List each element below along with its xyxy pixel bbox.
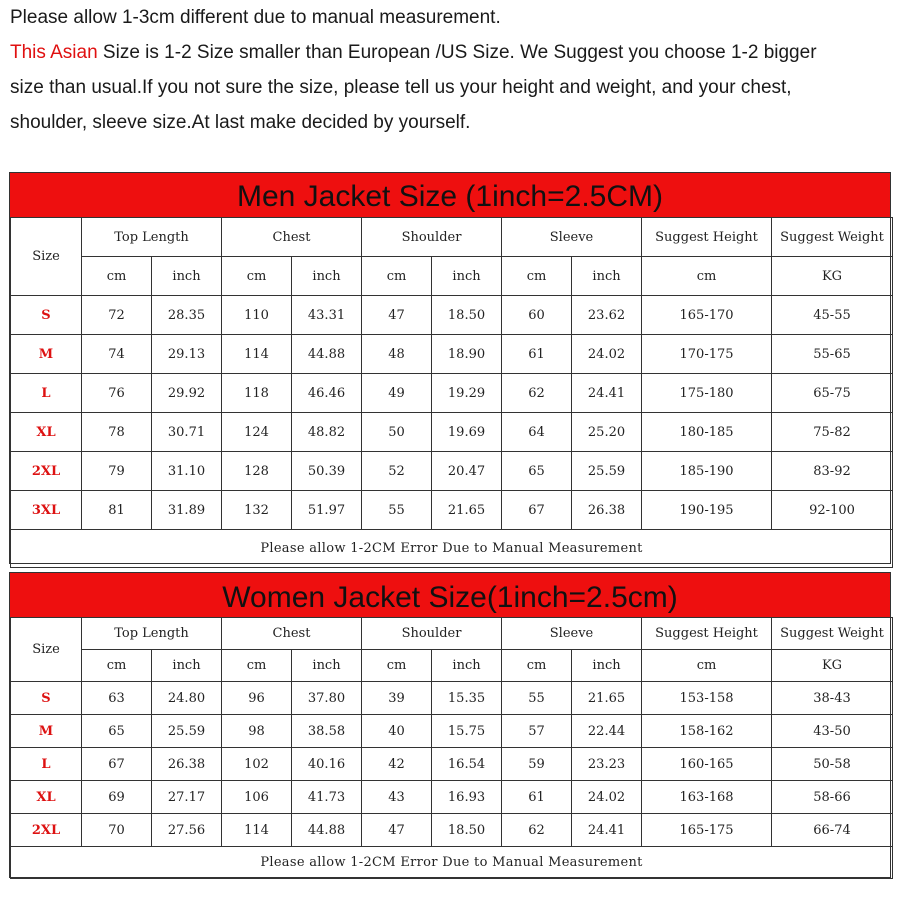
unit-cm: cm — [362, 257, 432, 296]
cell: 57 — [502, 715, 572, 748]
cell: 16.93 — [432, 781, 502, 814]
cell: 75-82 — [772, 413, 893, 452]
cell: 62 — [502, 374, 572, 413]
men-size-chart — [9, 172, 891, 564]
cell: 124 — [222, 413, 292, 452]
cell: 27.17 — [152, 781, 222, 814]
unit-inch: inch — [152, 257, 222, 296]
cell: 76 — [82, 374, 152, 413]
cell: 50.39 — [292, 452, 362, 491]
unit-inch: inch — [572, 650, 642, 682]
size-cell: L — [11, 748, 82, 781]
table-row — [11, 413, 893, 452]
cell: 106 — [222, 781, 292, 814]
intro-line-2 — [10, 35, 895, 70]
cell: 163-168 — [642, 781, 772, 814]
suggest-weight-header: Suggest Weight — [772, 618, 893, 650]
cell: 38.58 — [292, 715, 362, 748]
cell: 31.10 — [152, 452, 222, 491]
cell: 48 — [362, 335, 432, 374]
cell: 15.75 — [432, 715, 502, 748]
measurement-note: Please allow 1-2CM Error Due to Manual Measurement — [11, 847, 893, 879]
cell: 43-50 — [772, 715, 893, 748]
cell: 132 — [222, 491, 292, 530]
unit-kg: KG — [772, 650, 893, 682]
cell: 58-66 — [772, 781, 893, 814]
table-row — [11, 715, 893, 748]
cell: 44.88 — [292, 814, 362, 847]
cell: 41.73 — [292, 781, 362, 814]
sleeve-header: Sleeve — [502, 218, 642, 257]
cell: 158-162 — [642, 715, 772, 748]
cell: 175-180 — [642, 374, 772, 413]
unit-inch: inch — [572, 257, 642, 296]
cell: 40.16 — [292, 748, 362, 781]
unit-cm: cm — [642, 257, 772, 296]
table-row — [11, 296, 893, 335]
cell: 49 — [362, 374, 432, 413]
intro-line-3: size than usual.If you not sure the size, please tell us your height and weight, and your chest, — [10, 77, 792, 98]
cell: 26.38 — [572, 491, 642, 530]
measurement-note: Please allow 1-2CM Error Due to Manual Measurement — [11, 530, 893, 568]
table-row — [11, 748, 893, 781]
cell: 50 — [362, 413, 432, 452]
cell: 19.69 — [432, 413, 502, 452]
unit-cm: cm — [362, 650, 432, 682]
size-cell: 2XL — [11, 452, 82, 491]
cell: 74 — [82, 335, 152, 374]
cell: 50-58 — [772, 748, 893, 781]
cell: 153-158 — [642, 682, 772, 715]
unit-cm: cm — [82, 257, 152, 296]
cell: 23.23 — [572, 748, 642, 781]
cell: 180-185 — [642, 413, 772, 452]
size-cell: S — [11, 682, 82, 715]
cell: 52 — [362, 452, 432, 491]
table-row — [11, 814, 893, 847]
size-header: Size — [11, 618, 82, 682]
cell: 20.47 — [432, 452, 502, 491]
cell: 24.41 — [572, 374, 642, 413]
intro-line-4: shoulder, sleeve size.At last make decided by yourself. — [10, 112, 471, 133]
cell: 51.97 — [292, 491, 362, 530]
unit-cm: cm — [222, 257, 292, 296]
cell: 66-74 — [772, 814, 893, 847]
cell: 64 — [502, 413, 572, 452]
unit-inch: inch — [292, 650, 362, 682]
women-size-chart — [9, 572, 891, 878]
chest-header: Chest — [222, 218, 362, 257]
suggest-weight-header: Suggest Weight — [772, 218, 893, 257]
cell: 48.82 — [292, 413, 362, 452]
unit-cm: cm — [642, 650, 772, 682]
cell: 28.35 — [152, 296, 222, 335]
cell: 38-43 — [772, 682, 893, 715]
cell: 45-55 — [772, 296, 893, 335]
cell: 25.59 — [152, 715, 222, 748]
cell: 67 — [82, 748, 152, 781]
cell: 110 — [222, 296, 292, 335]
unit-cm: cm — [502, 650, 572, 682]
cell: 118 — [222, 374, 292, 413]
cell: 114 — [222, 335, 292, 374]
cell: 18.90 — [432, 335, 502, 374]
unit-inch: inch — [432, 650, 502, 682]
chest-header: Chest — [222, 618, 362, 650]
size-cell: 2XL — [11, 814, 82, 847]
cell: 16.54 — [432, 748, 502, 781]
size-cell: M — [11, 715, 82, 748]
table-row — [11, 335, 893, 374]
size-header: Size — [11, 218, 82, 296]
cell: 128 — [222, 452, 292, 491]
cell: 46.46 — [292, 374, 362, 413]
table-row — [11, 682, 893, 715]
cell: 47 — [362, 296, 432, 335]
cell: 55 — [362, 491, 432, 530]
intro-line-2-rest: Size is 1-2 Size smaller than European /US Size. We Suggest you choose 1-2 bigger — [97, 42, 817, 63]
cell: 72 — [82, 296, 152, 335]
cell: 18.50 — [432, 296, 502, 335]
shoulder-header: Shoulder — [362, 218, 502, 257]
men-size-table — [10, 217, 893, 568]
cell: 25.20 — [572, 413, 642, 452]
cell: 22.44 — [572, 715, 642, 748]
cell: 37.80 — [292, 682, 362, 715]
cell: 26.38 — [152, 748, 222, 781]
intro-highlight: This Asian — [10, 42, 98, 63]
cell: 39 — [362, 682, 432, 715]
intro-line-1: Please allow 1-3cm different due to manual measurement. — [10, 7, 501, 28]
cell: 61 — [502, 335, 572, 374]
cell: 44.88 — [292, 335, 362, 374]
cell: 21.65 — [432, 491, 502, 530]
cell: 62 — [502, 814, 572, 847]
cell: 102 — [222, 748, 292, 781]
cell: 59 — [502, 748, 572, 781]
cell: 55 — [502, 682, 572, 715]
cell: 69 — [82, 781, 152, 814]
table-row — [11, 781, 893, 814]
cell: 27.56 — [152, 814, 222, 847]
cell: 24.02 — [572, 335, 642, 374]
cell: 43.31 — [292, 296, 362, 335]
women-chart-title: Women Jacket Size(1inch=2.5cm) — [10, 573, 890, 617]
sleeve-header: Sleeve — [502, 618, 642, 650]
cell: 25.59 — [572, 452, 642, 491]
cell: 40 — [362, 715, 432, 748]
size-cell: M — [11, 335, 82, 374]
top-length-header: Top Length — [82, 618, 222, 650]
cell: 21.65 — [572, 682, 642, 715]
men-chart-title: Men Jacket Size (1inch=2.5CM) — [10, 173, 890, 217]
cell: 30.71 — [152, 413, 222, 452]
suggest-height-header: Suggest Height — [642, 218, 772, 257]
cell: 114 — [222, 814, 292, 847]
cell: 63 — [82, 682, 152, 715]
cell: 96 — [222, 682, 292, 715]
cell: 29.92 — [152, 374, 222, 413]
cell: 47 — [362, 814, 432, 847]
shoulder-header: Shoulder — [362, 618, 502, 650]
unit-cm: cm — [82, 650, 152, 682]
size-cell: L — [11, 374, 82, 413]
unit-cm: cm — [502, 257, 572, 296]
cell: 15.35 — [432, 682, 502, 715]
cell: 55-65 — [772, 335, 893, 374]
cell: 19.29 — [432, 374, 502, 413]
size-cell: XL — [11, 781, 82, 814]
cell: 165-175 — [642, 814, 772, 847]
unit-inch: inch — [152, 650, 222, 682]
cell: 170-175 — [642, 335, 772, 374]
cell: 23.62 — [572, 296, 642, 335]
unit-inch: inch — [292, 257, 362, 296]
cell: 79 — [82, 452, 152, 491]
cell: 60 — [502, 296, 572, 335]
cell: 24.02 — [572, 781, 642, 814]
cell: 98 — [222, 715, 292, 748]
cell: 65 — [502, 452, 572, 491]
cell: 31.89 — [152, 491, 222, 530]
cell: 160-165 — [642, 748, 772, 781]
suggest-height-header: Suggest Height — [642, 618, 772, 650]
cell: 165-170 — [642, 296, 772, 335]
size-cell: 3XL — [11, 491, 82, 530]
cell: 24.41 — [572, 814, 642, 847]
cell: 43 — [362, 781, 432, 814]
women-size-table — [10, 617, 893, 879]
size-cell: XL — [11, 413, 82, 452]
cell: 29.13 — [152, 335, 222, 374]
cell: 185-190 — [642, 452, 772, 491]
table-row — [11, 491, 893, 530]
cell: 81 — [82, 491, 152, 530]
unit-kg: KG — [772, 257, 893, 296]
cell: 65-75 — [772, 374, 893, 413]
cell: 18.50 — [432, 814, 502, 847]
cell: 67 — [502, 491, 572, 530]
cell: 24.80 — [152, 682, 222, 715]
intro-text — [10, 0, 895, 140]
cell: 70 — [82, 814, 152, 847]
table-row — [11, 452, 893, 491]
cell: 92-100 — [772, 491, 893, 530]
top-length-header: Top Length — [82, 218, 222, 257]
cell: 83-92 — [772, 452, 893, 491]
table-row — [11, 374, 893, 413]
cell: 65 — [82, 715, 152, 748]
cell: 78 — [82, 413, 152, 452]
size-cell: S — [11, 296, 82, 335]
unit-cm: cm — [222, 650, 292, 682]
unit-inch: inch — [432, 257, 502, 296]
cell: 42 — [362, 748, 432, 781]
cell: 61 — [502, 781, 572, 814]
cell: 190-195 — [642, 491, 772, 530]
